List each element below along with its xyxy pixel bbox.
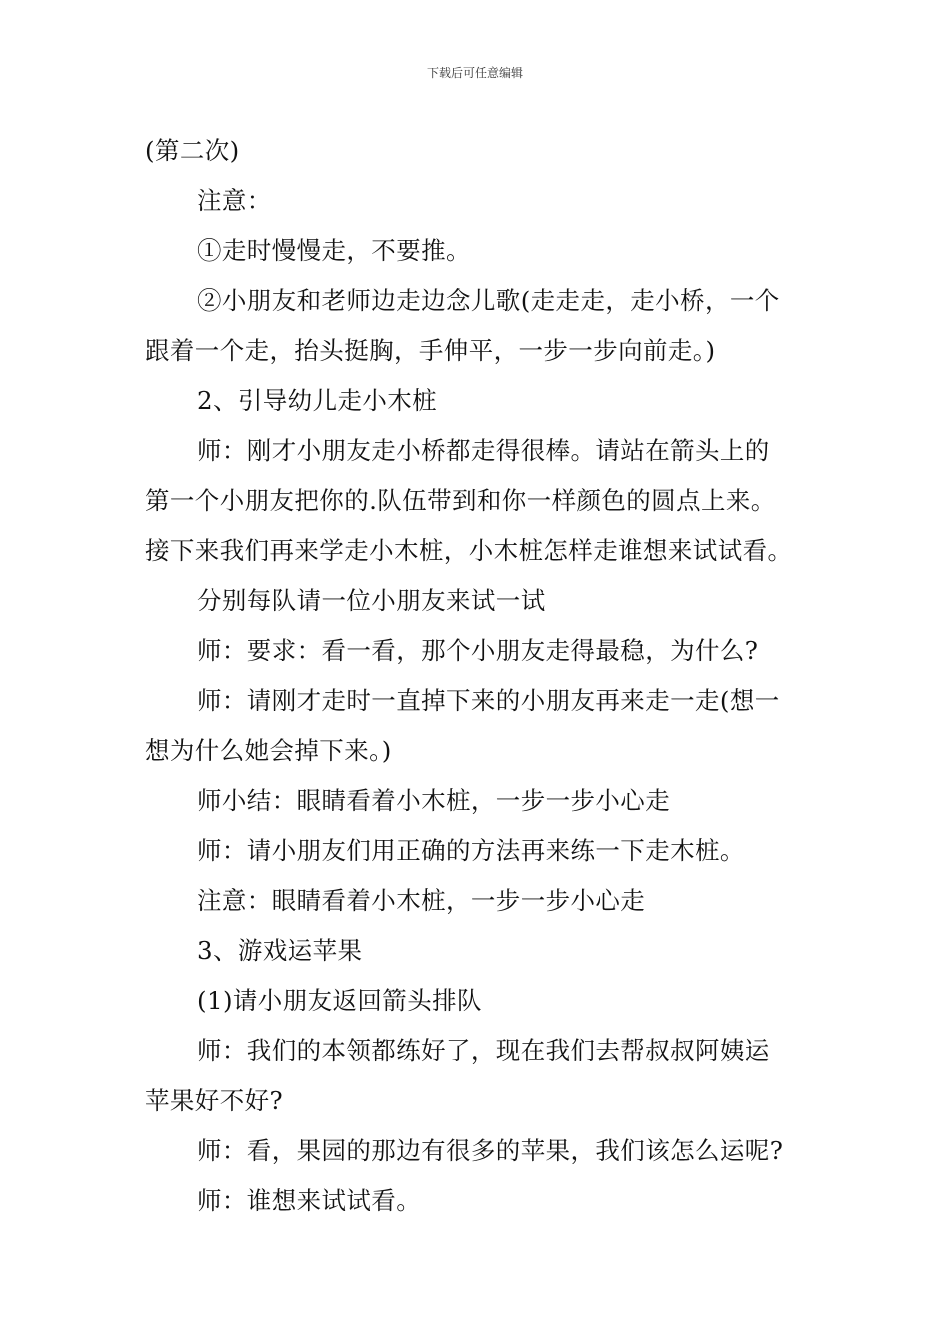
text-line-13: 想为什么她会掉下来。): [145, 736, 392, 765]
text-line-18: (1)请小朋友返回箭头排队: [197, 986, 482, 1015]
text-line-16: 注意：眼睛看着小木桩，一步一步小心走: [197, 886, 646, 915]
text-line-20: 苹果好不好?: [145, 1086, 284, 1115]
text-line-9: 接下来我们再来学走小木桩，小木桩怎样走谁想来试试看。: [145, 536, 793, 565]
text-line-19: 师：我们的本领都练好了，现在我们去帮叔叔阿姨运: [197, 1036, 770, 1065]
text-line-5: 跟着一个走，抬头挺胸，手伸平，一步一步向前走。): [145, 336, 716, 365]
document-body: [145, 126, 815, 1226]
text-line-3: ①走时慢慢走，不要推。: [197, 236, 471, 265]
text-line-7: 师：刚才小朋友走小桥都走得很棒。请站在箭头上的: [197, 436, 770, 465]
text-line-11: 师：要求：看一看，那个小朋友走得最稳，为什么?: [197, 636, 759, 665]
text-line-1: (第二次): [145, 136, 240, 165]
text-line-8: 第一个小朋友把你的.队伍带到和你一样颜色的圆点上来。: [145, 486, 776, 515]
text-line-12: 师：请刚才走时一直掉下来的小朋友再来走一走(想一: [197, 686, 780, 715]
text-line-4: ②小朋友和老师边走边念儿歌(走走走，走小桥，一个: [197, 286, 780, 315]
text-line-2: 注意：: [197, 186, 272, 215]
text-line-6: 2、引导幼儿走小木桩: [197, 386, 438, 415]
text-line-14: 师小结：眼睛看着小木桩，一步一步小心走: [197, 786, 671, 815]
text-line-21: 师：看，果园的那边有很多的苹果，我们该怎么运呢?: [197, 1136, 784, 1165]
text-line-22: 师：谁想来试试看。: [197, 1186, 422, 1215]
text-line-17: 3、游戏运苹果: [197, 936, 363, 965]
text-line-10: 分别每队请一位小朋友来试一试: [197, 586, 546, 615]
page-header: 下载后可任意编辑: [426, 66, 523, 80]
text-line-15: 师：请小朋友们用正确的方法再来练一下走木桩。: [197, 836, 745, 865]
